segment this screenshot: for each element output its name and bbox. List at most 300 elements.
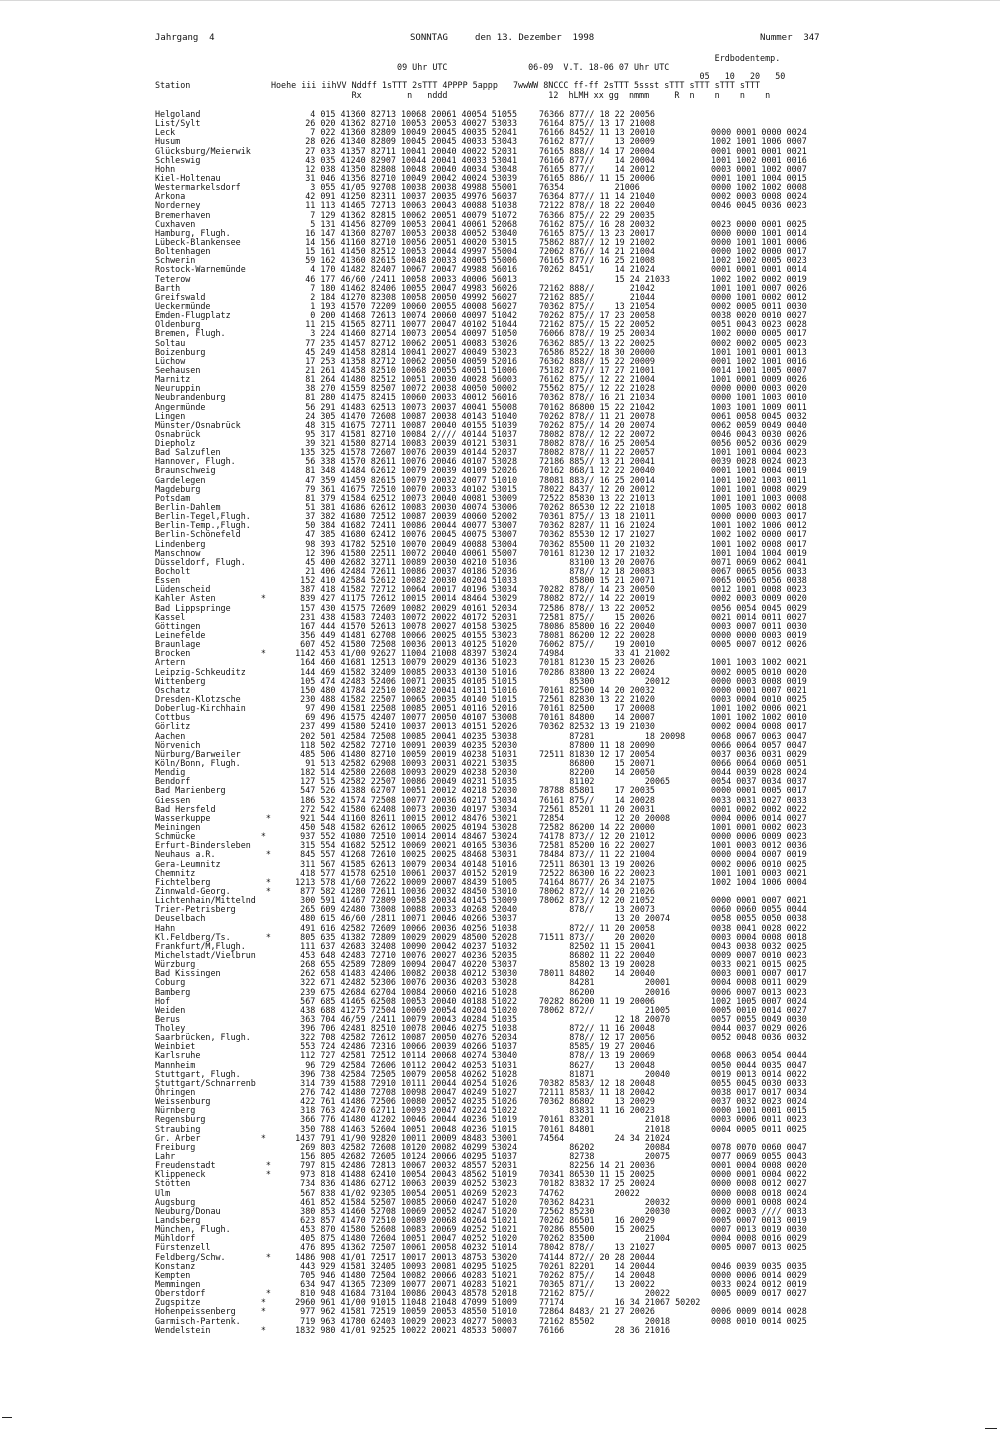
synop-group: 1142 453 41/00 92627 11004 21008 48397 53024: [295, 648, 517, 659]
night-group: 72522 86300 16 22 20023: [539, 867, 655, 878]
station-name: Oldenburg: [155, 319, 201, 330]
station-name: Berlin-Dahlem: [155, 502, 221, 513]
night-group: 74164 8677/ 26 34 21075: [539, 876, 655, 887]
synop-group: 322 708 42582 72612 10087 20050 40276 52034: [300, 1032, 517, 1043]
night-group: 70362 878// 16 21 21034: [539, 392, 655, 403]
night-group: 70161 84800 14 20007: [539, 712, 655, 723]
station-name: Oschatz: [155, 684, 191, 695]
synop-group: 202 501 42584 72508 10085 20041 40235 53038: [300, 730, 517, 741]
night-group: 72162 85502 20018: [539, 1315, 671, 1326]
soil-temp-group: 0003 0004 0008 0018: [711, 931, 807, 942]
station-name: Glücksburg/Meierwik: [155, 145, 251, 156]
synop-group: 11 215 41565 82711 10077 20047 40102 51044: [305, 319, 517, 330]
night-group: 70161 83201 21018: [539, 1114, 671, 1125]
synop-group: 24 305 41470 72608 10087 20038 40143 51040: [305, 410, 517, 421]
station-name: Dresden-Klotzsche: [155, 694, 241, 704]
station-name: Straubing: [155, 1123, 201, 1134]
night-group: 76362 885// 13 22 20025: [539, 337, 655, 348]
night-group: 84281 20001: [539, 977, 671, 988]
soil-temp-group: 0000 0000 0003 0017: [711, 511, 807, 522]
station-name: Boltenhagen: [155, 246, 211, 257]
soil-temp-group: 0000 0000 0003 0020: [711, 383, 807, 394]
night-group: 76354 21006: [539, 182, 640, 193]
night-group: 78082 872// 14 22 20019: [539, 593, 655, 604]
soil-temp-group: 0000 1001 0001 0015: [711, 1105, 807, 1116]
soil-temp-group: 0038 0017 0017 0034: [711, 1087, 807, 1098]
night-group: 78081 86200 12 22 20028: [539, 630, 655, 641]
night-group: 83100 13 20 20076: [539, 556, 655, 567]
night-group: 70282 86200 11 19 20006: [539, 995, 655, 1006]
night-group: 72162 888// 21042: [539, 282, 655, 293]
station-name: Hannover, Flugh.: [155, 456, 236, 467]
synop-group: 1 193 41570 72209 10060 20055 40008 56027: [310, 300, 517, 311]
night-group: 78082 878// 12 22 20072: [539, 428, 655, 439]
synop-group: 156 805 42682 72605 10124 20066 40295 51037: [300, 1151, 517, 1162]
night-group: 76366 875// 22 29 20035: [539, 209, 655, 220]
synop-group: 186 532 41574 72508 10077 20036 40217 53034: [300, 794, 517, 805]
synop-group: 43 035 41240 82907 10044 20041 40033 53041: [305, 154, 517, 165]
synop-group: 56 338 41570 82611 10076 20046 40107 53028: [305, 456, 517, 467]
synop-group: 350 788 41463 52604 10051 20048 40236 51015: [300, 1123, 517, 1134]
synop-group: 12 038 41350 82808 10048 20040 40034 53048: [305, 163, 517, 174]
night-group: 76165 875// 13 23 20017: [539, 227, 655, 238]
synop-group: 380 853 41460 52708 10069 20052 40247 51020: [300, 1205, 517, 1216]
synop-group: 16 147 41360 82707 10053 20038 40052 53040: [305, 227, 517, 238]
night-group: 87800 11 18 20090: [539, 739, 655, 750]
soil-temp-group: 0000 0006 0009 0023: [711, 831, 807, 842]
station-name: Schleswig: [155, 154, 201, 165]
synop-group: 28 026 41340 82809 10045 20045 40033 53043: [305, 136, 517, 147]
synop-group: 366 776 41480 41202 10046 20044 40236 51019: [300, 1114, 517, 1125]
night-group: 70162 86800 15 22 21042: [539, 401, 655, 412]
night-group: 72511 81830 12 17 20054: [539, 748, 655, 759]
station-name: Kassel: [155, 611, 186, 622]
station-name: Neuburg/Donau: [155, 1205, 221, 1216]
soil-temp-group: 1001 1002 1006 0012: [711, 520, 807, 531]
synop-group: 98 393 41782 52510 10070 20049 40088 53004: [305, 538, 517, 549]
station-name: Cottbus: [155, 712, 191, 723]
station-name: Landsberg: [155, 1215, 201, 1226]
night-group: 72582 86200 14 22 20000: [539, 821, 655, 832]
column-header-line: 05 10 20 50: [155, 71, 786, 82]
synop-group: 977 962 41581 72519 10059 20053 48550 51010: [300, 1306, 517, 1317]
soil-temp-group: 1001 1002 0006 0021: [711, 703, 807, 714]
soil-temp-group: 0052 0048 0036 0032: [711, 1032, 807, 1043]
station-name: Klippeneck *: [155, 1169, 271, 1180]
night-group: 70362 85500 11 20 21032: [539, 538, 655, 549]
synop-group: 476 895 41362 72507 10061 20058 40232 51014: [300, 1242, 517, 1253]
synop-group: 1486 908 41/01 72517 10017 20013 48753 53020: [295, 1251, 517, 1262]
night-group: 70362 875// 13 21054: [539, 300, 655, 311]
synop-group: 230 488 41582 22507 10065 20035 40140 51015: [300, 694, 517, 704]
night-group: 78062 873// 12 20 21052: [539, 895, 655, 906]
soil-temp-group: 0003 0006 0011 0023: [711, 1114, 807, 1125]
station-name: Teterow: [155, 273, 191, 284]
soil-temp-group: 0044 0037 0029 0026: [711, 1023, 807, 1034]
soil-temp-group: 0001 0002 0002 0022: [711, 803, 807, 814]
night-group: 70182 83832 17 25 20024: [539, 1178, 655, 1189]
station-name: Mannheim: [155, 1059, 196, 1070]
night-group: 78062 872// 21005: [539, 1004, 671, 1015]
synop-group: 51 381 41686 62612 10083 20030 40074 53006: [305, 502, 517, 513]
synop-group: 37 382 41680 72512 10087 20039 40060 52002: [305, 511, 517, 522]
station-name: Lingen: [155, 410, 186, 421]
synop-group: 634 947 41365 72309 10077 20071 40283 51021: [300, 1279, 517, 1289]
column-header-line: Erdbodentemp.: [155, 53, 781, 63]
night-group: 74564 24 34 21024: [539, 1132, 671, 1143]
night-group: 78484 873// 11 22 21004: [539, 849, 655, 860]
soil-temp-group: 0000 0000 1001 0014: [711, 227, 807, 238]
header-issue-number: Nummer 347: [760, 33, 820, 43]
soil-temp-group: 1002 1002 0005 0023: [711, 255, 807, 266]
station-name: Helgoland: [155, 109, 201, 119]
soil-temp-group: 1001 0003 0012 0036: [711, 840, 807, 851]
station-name: Memmingen: [155, 1279, 201, 1289]
synop-group: 27 033 41357 82711 10041 20040 40022 52031: [305, 145, 517, 156]
station-name: Nörvenich: [155, 739, 201, 750]
night-group: 70262 86501 16 20029: [539, 1215, 655, 1226]
synop-group: 118 502 42582 72710 10091 20039 40235 52030: [300, 739, 517, 750]
soil-temp-group: 0019 0013 0014 0022: [711, 1068, 807, 1079]
station-name: Leinefelde: [155, 630, 206, 641]
station-name: Gera-Leumnitz: [155, 858, 221, 869]
soil-temp-group: 0000 0008 0012 0027: [711, 1178, 807, 1189]
soil-temp-group: 0008 0010 0014 0025: [711, 1315, 807, 1326]
soil-temp-group: 0002 0002 0005 0023: [711, 337, 807, 348]
night-group: 76161 875// 14 20028: [539, 794, 655, 805]
night-group: 76165 877// 16 25 21008: [539, 255, 655, 266]
synop-group: 11 113 41465 72713 10063 20043 40088 51038: [305, 200, 517, 211]
synop-group: 363 704 46/59 /2411 10079 20043 40284 51035: [300, 1013, 517, 1024]
night-group: 70161 82500 14 20 20032: [539, 684, 655, 695]
night-group: 75862 887// 12 19 21002: [539, 236, 655, 247]
night-group: 72122 878// 18 22 20040: [539, 200, 655, 211]
synop-group: 150 480 41784 22510 10082 20041 40131 51016: [300, 684, 517, 695]
column-header-block: [155, 54, 785, 100]
soil-temp-group: 0037 0036 0031 0029: [711, 748, 807, 759]
synop-group: 3 224 41460 82714 10073 20054 40097 51050: [310, 328, 517, 339]
soil-temp-group: 0066 0064 0057 0047: [711, 739, 807, 750]
synop-group: 97 490 41581 22508 10085 20051 40116 52016: [305, 703, 517, 714]
soil-temp-group: 0000 0004 0007 0019: [711, 849, 807, 860]
night-group: 70362 86802 13 20029: [539, 1096, 655, 1107]
station-name: Stuttgart, Flugh.: [155, 1068, 241, 1079]
station-name: Neuhaus a.R. *: [155, 849, 271, 860]
soil-temp-group: 1003 1001 1009 0011: [711, 401, 807, 412]
station-name: Stuttgart/Schnarrenb: [155, 1077, 256, 1088]
night-group: 70361 875// 13 18 21011: [539, 511, 655, 522]
night-group: 15 24 21033: [539, 273, 671, 284]
station-name: Nürnberg: [155, 1105, 196, 1116]
soil-temp-group: 0055 0045 0030 0033: [711, 1077, 807, 1088]
station-name: Hamburg, Flugh.: [155, 227, 231, 238]
soil-temp-group: 0056 0052 0036 0029: [711, 438, 807, 449]
station-name: Braunlage: [155, 639, 201, 650]
station-table: [155, 110, 881, 1335]
night-group: 86800 15 20071: [539, 757, 655, 768]
synop-group: 553 724 42486 72316 10066 20039 40266 51037: [300, 1041, 517, 1052]
synop-group: 31 046 41356 82710 10049 20042 40024 53039: [305, 172, 517, 183]
soil-temp-group: 0001 1002 1001 0016: [711, 355, 807, 366]
synop-group: 453 870 41580 52608 10083 20069 40252 51021: [300, 1224, 517, 1235]
station-name: Meiningen: [155, 821, 201, 832]
night-group: 74984 33 41 21002: [539, 648, 671, 659]
station-name: Deuselbach: [155, 913, 206, 924]
synop-group: 45 249 41458 82814 10041 20027 40049 53023: [305, 346, 517, 357]
station-name: Leck: [155, 127, 176, 138]
night-group: 76166 8452/ 11 13 20010: [539, 127, 655, 138]
station-name: Schmücke *: [155, 831, 266, 842]
synop-group: 311 567 41585 62613 10079 20034 40148 51016: [300, 858, 517, 869]
soil-temp-group: 0000 1001 0002 0012: [711, 291, 807, 302]
table-row: [155, 1326, 881, 1335]
station-name: Artern: [155, 657, 186, 668]
synop-group: 157 430 41575 72609 10082 20029 40161 52034: [300, 602, 517, 613]
soil-temp-group: 0005 0010 0014 0027: [711, 1004, 807, 1015]
soil-temp-group: 0068 0067 0063 0047: [711, 730, 807, 741]
station-name: Göttingen: [155, 620, 201, 631]
synop-group: 438 688 41275 72504 10069 20054 40204 51020: [300, 1004, 517, 1015]
column-header-line: Rx n nddd 12 hLMH xx gg nmmm R n n n n: [155, 89, 771, 100]
station-name: Zugspitze *: [155, 1297, 266, 1308]
synop-group: 59 162 41360 82615 10048 20033 40005 55006: [305, 255, 517, 266]
synop-group: 47 385 41680 62412 10076 20045 40075 53007: [305, 529, 517, 540]
soil-temp-group: 1001 1002 1003 0011: [711, 474, 807, 485]
night-group: 70162 868/1 12 22 20040: [539, 465, 655, 476]
synop-group: 50 384 41682 72411 10086 20044 40077 53007: [305, 520, 517, 531]
soil-temp-group: 1001 0001 0002 0023: [711, 821, 807, 832]
synop-group: 315 554 41682 52512 10069 20021 40165 53036: [300, 840, 517, 851]
soil-temp-group: 0000 0001 0000 0024: [711, 127, 807, 138]
night-group: 72561 82830 13 22 21020: [539, 694, 655, 704]
station-name: Gardelegen: [155, 474, 206, 485]
night-group: 76586 8522/ 18 30 20000: [539, 346, 655, 357]
soil-temp-group: 0000 0001 0007 0021: [711, 895, 807, 906]
station-name: Oberstdorf *: [155, 1288, 271, 1299]
synop-group: 42 091 41250 82311 10037 20035 49976 56037: [305, 191, 517, 202]
synop-group: 17 253 41358 82712 10062 20050 40059 52016: [305, 355, 517, 366]
station-name: Essen: [155, 575, 181, 586]
synop-group: 46 177 46/60 /2411 10058 20033 40006 56013: [305, 273, 517, 284]
night-group: 86202 20084: [539, 1141, 671, 1152]
night-group: 76166 877// 14 20004: [539, 154, 655, 165]
station-name: Barth: [155, 282, 181, 293]
night-group: 82256 14 21 20036: [539, 1160, 655, 1171]
night-group: 76364 877// 11 14 21040: [539, 191, 655, 202]
soil-temp-group: 0002 0006 0010 0025: [711, 858, 807, 869]
soil-temp-group: 0038 0020 0010 0027: [711, 310, 807, 321]
soil-temp-group: 1001 1001 0003 0021: [711, 867, 807, 878]
night-group: 70262 86530 12 22 21018: [539, 502, 655, 513]
soil-temp-group: 0066 0064 0060 0051: [711, 757, 807, 768]
station-name: Bendorf: [155, 776, 191, 787]
soil-temp-group: 1001 1001 1003 0008: [711, 492, 807, 503]
soil-temp-group: 1002 1002 0000 0017: [711, 529, 807, 540]
soil-temp-group: 0003 0007 0011 0030: [711, 620, 807, 631]
soil-temp-group: 0005 0007 0012 0026: [711, 639, 807, 650]
night-group: 85300 20012: [539, 675, 671, 686]
synop-group: 135 325 41578 72607 10076 20039 40144 52037: [300, 447, 517, 458]
night-group: 12 18 20070: [539, 1013, 671, 1024]
soil-temp-group: 0068 0063 0054 0044: [711, 1050, 807, 1061]
soil-temp-group: 1005 1003 0002 0018: [711, 502, 807, 513]
soil-temp-group: 0044 0039 0028 0024: [711, 767, 807, 778]
synop-group: 4 015 41360 82713 10068 20061 40054 51055: [310, 109, 517, 119]
station-name: Lübeck-Blankensee: [155, 236, 241, 247]
station-name: Berlin-Schönefeld: [155, 529, 241, 540]
synop-group: 322 671 42482 52306 10076 20036 40203 53028: [300, 977, 517, 988]
synop-group: 237 499 41580 52410 10037 20013 40151 52026: [300, 721, 517, 732]
soil-temp-group: 0000 0001 0005 0017: [711, 785, 807, 796]
soil-temp-group: 0043 0038 0032 0025: [711, 940, 807, 951]
synop-group: 7 180 41462 82406 10055 20047 49983 56026: [310, 282, 517, 293]
soil-temp-group: 0046 0045 0036 0023: [711, 200, 807, 211]
station-name: Bad Salzuflen: [155, 447, 221, 458]
night-group: 72111 8583/ 11 18 20042: [539, 1087, 655, 1098]
station-name: Ulm: [155, 1187, 171, 1198]
night-group: 70362 82532 13 19 21030: [539, 721, 655, 732]
synop-group: 21 261 41458 82510 10068 20055 40051 51006: [305, 364, 517, 375]
soil-temp-group: 0003 0001 0007 0017: [711, 968, 807, 979]
soil-temp-group: 0005 0009 0017 0027: [711, 1288, 807, 1299]
station-name: Mendig: [155, 767, 186, 778]
soil-temp-group: 0077 0069 0055 0043: [711, 1151, 807, 1162]
night-group: 76366 877// 18 22 20056: [539, 109, 655, 119]
synop-group: 56 291 41483 62513 10073 20037 40041 55008: [305, 401, 517, 412]
station-name: Cuxhaven: [155, 218, 196, 229]
synop-group: 182 514 42580 22608 10093 20029 40238 52030: [300, 767, 517, 778]
station-name: Seehausen: [155, 364, 201, 375]
soil-temp-group: 0005 0007 0013 0019: [711, 1215, 807, 1226]
night-group: 878// 12 17 20056: [539, 1032, 655, 1043]
night-group: 78062 872// 14 20 21026: [539, 885, 655, 896]
night-group: 72562 85230 20030: [539, 1205, 671, 1216]
synop-group: 810 948 41684 73104 10086 20043 48578 52018: [300, 1288, 517, 1299]
station-name: Marnitz: [155, 374, 191, 385]
station-name: Tholey: [155, 1023, 186, 1034]
station-name: Aachen: [155, 730, 186, 741]
synop-group: 418 577 41578 62510 10061 20037 40152 52019: [300, 867, 517, 878]
synop-group: 396 706 42481 82510 10078 20046 40275 51038: [300, 1023, 517, 1034]
synop-group: 112 727 42581 72512 10114 20068 40274 53040: [300, 1050, 517, 1061]
station-name: Boizenburg: [155, 346, 206, 357]
synop-group: 422 761 41486 72506 10080 20052 40235 51026: [300, 1096, 517, 1107]
synop-group: 269 803 42582 72608 10120 20082 40299 53024: [300, 1141, 517, 1152]
station-name: Münster/Osnabrück: [155, 419, 241, 430]
table-row: [155, 1033, 881, 1042]
station-name: Fürstenzell: [155, 1242, 211, 1253]
station-name: Neubrandenburg: [155, 392, 226, 403]
night-group: 70161 81230 12 17 21032: [539, 547, 655, 558]
soil-temp-group: 0000 0000 0003 0019: [711, 630, 807, 641]
night-group: 70161 82500 17 20008: [539, 703, 655, 714]
soil-temp-group: 0014 1001 1005 0007: [711, 364, 807, 375]
station-name: Hahn: [155, 922, 176, 933]
soil-temp-group: 0002 0004 0008 0017: [711, 721, 807, 732]
station-name: Nürburg/Barweiler: [155, 748, 241, 759]
night-group: 82502 11 15 20041: [539, 940, 655, 951]
synop-group: 453 648 42483 72710 10076 20027 40236 52035: [300, 949, 517, 960]
soil-temp-group: 0000 1002 1002 0008: [711, 182, 807, 193]
synop-group: 272 542 41580 62408 10073 20030 40197 53034: [300, 803, 517, 814]
synop-group: 4 170 41482 82407 10067 20047 49988 56016: [310, 264, 517, 275]
synop-group: 450 548 41582 62612 10065 20025 40194 53028: [300, 821, 517, 832]
synop-group: 127 515 42582 22507 10086 20049 40231 51035: [300, 776, 517, 787]
synop-group: 69 496 41575 42407 10077 20050 40107 53008: [305, 712, 517, 723]
station-name: Berlin-Tegel,Flugh.: [155, 511, 251, 522]
soil-temp-group: 1001 1001 0004 0023: [711, 447, 807, 458]
synop-group: 105 474 42483 52406 10071 20035 40105 51015: [300, 675, 517, 686]
synop-group: 164 460 41681 12513 10079 20029 40136 51023: [300, 657, 517, 668]
night-group: 72522 85830 13 22 21013: [539, 492, 655, 503]
station-name: Wasserkuppe *: [155, 812, 271, 823]
soil-temp-group: 0001 0001 0001 0021: [711, 145, 807, 156]
night-group: 75562 875// 12 22 21028: [539, 383, 655, 394]
soil-temp-group: 0004 0006 0014 0027: [711, 812, 807, 823]
soil-temp-group: 1001 1001 0007 0026: [711, 282, 807, 293]
night-group: 72581 85200 16 22 20027: [539, 840, 655, 851]
synop-group: 547 526 41388 62707 10051 20012 40218 52030: [300, 785, 517, 796]
night-group: 76165 886// 11 15 20006: [539, 172, 655, 183]
soil-temp-group: 0057 0055 0049 0030: [711, 1013, 807, 1024]
station-name: Norderney: [155, 200, 201, 211]
table-row: [155, 201, 881, 210]
station-name: Arkona: [155, 191, 186, 202]
station-name: Freudenstadt *: [155, 1160, 271, 1171]
night-group: 82738 20075: [539, 1151, 671, 1162]
synop-group: 7 129 41362 82815 10062 20051 40079 51072: [310, 209, 517, 220]
night-group: 78086 85800 16 22 20040: [539, 620, 655, 631]
synop-group: 96 729 42584 72606 10112 20042 40253 51031: [305, 1059, 517, 1070]
soil-temp-group: 0004 0005 0011 0025: [711, 1123, 807, 1134]
synop-group: 21 406 42484 72611 10086 20037 40186 52036: [305, 566, 517, 577]
station-name: Öhringen: [155, 1087, 196, 1098]
synop-group: 2960 961 41/00 91015 11048 21048 47099 51009: [295, 1297, 517, 1308]
soil-temp-group: 0033 0024 0012 0019: [711, 1279, 807, 1289]
station-name: Rostock-Warnemünde: [155, 264, 246, 275]
soil-temp-group: 0002 0003 //// 0033: [711, 1205, 807, 1216]
synop-group: 81 264 41480 82512 10051 20030 40028 56003: [305, 374, 517, 385]
station-name: Hohenpeissenberg *: [155, 1306, 266, 1317]
night-group: 76166 28 36 21016: [539, 1324, 671, 1335]
station-name: Giessen: [155, 794, 191, 805]
night-group: 87281 18 20098: [539, 730, 686, 741]
station-name: Bad Lippspringe: [155, 602, 231, 613]
synop-group: 79 361 41675 72510 10070 20033 40102 53015: [305, 483, 517, 494]
station-name: Husum: [155, 136, 181, 147]
night-group: 70286 85500 15 20025: [539, 1224, 655, 1235]
night-group: 70282 878// 14 23 20050: [539, 584, 655, 595]
soil-temp-group: 0000 0001 0008 0024: [711, 1196, 807, 1207]
night-group: 872// 11 20 20058: [539, 922, 655, 933]
station-name: Greifswald: [155, 291, 206, 302]
station-name: Weiden: [155, 1004, 186, 1015]
night-group: 70261 82201 14 20044: [539, 1260, 655, 1271]
scan-edge-mark: [2, 1417, 12, 1418]
synop-group: 396 738 42584 72505 10079 20058 40262 51028: [300, 1068, 517, 1079]
night-group: 78788 85801 17 20035: [539, 785, 655, 796]
night-group: 74144 872// 20 28 20044: [539, 1251, 655, 1262]
station-name: Lahr: [155, 1151, 176, 1162]
synop-group: 231 438 41583 72403 10072 20022 40172 52031: [300, 611, 517, 622]
soil-temp-group: 0005 0007 0013 0025: [711, 1242, 807, 1253]
station-name: Wittenberg: [155, 675, 206, 686]
synop-group: 276 742 41480 72708 10098 20047 40249 51027: [300, 1087, 517, 1098]
night-group: 70262 83500 21004: [539, 1233, 671, 1244]
station-name: Bremen, Flugh.: [155, 328, 226, 339]
soil-temp-group: 0078 0070 0060 0047: [711, 1141, 807, 1152]
station-name: Leipzig-Schkeuditz: [155, 666, 246, 677]
